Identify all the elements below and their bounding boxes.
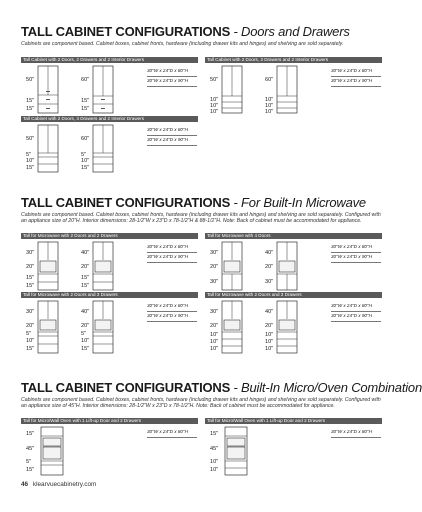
size-option: 30"W x 24"D x 80"H (331, 428, 381, 438)
size-list (331, 67, 381, 87)
cabinet-drawing (23, 426, 83, 482)
size-option: 30"W x 24"D x 90"H (331, 312, 381, 322)
dimension-label: 15" (81, 106, 90, 112)
dimension-label: 5" (81, 331, 87, 337)
dimension-label: 15" (26, 106, 35, 112)
cabinet-drawing (207, 300, 319, 358)
dimension-label: 15" (26, 467, 35, 473)
dimension-label: 15" (26, 165, 35, 171)
cabinet-figure (26, 66, 58, 113)
cabinet-figure (26, 242, 58, 290)
dimension-label: 30" (210, 250, 219, 256)
cabinet-figure (265, 301, 297, 353)
dimension-label: 10" (210, 332, 219, 338)
heading-subtitle: - Doors and Drawers (233, 24, 350, 39)
panel-title: Tall for Microwave with 4 Doors (205, 233, 382, 239)
dimension-label: 40" (265, 309, 274, 315)
panel-title: Tall for Micro/Wall Oven with 1 Lift-up Door and 2 Drawers (21, 418, 198, 424)
cabinet-figure (210, 66, 242, 115)
panel-title: Tall for Microwave with 2 Doors and 2 Drawers (21, 233, 198, 239)
size-list (331, 243, 381, 263)
size-option: 30"W x 24"D x 90"H (147, 253, 197, 263)
size-list (331, 302, 381, 322)
dimension-label: 10" (26, 338, 35, 344)
size-list (147, 67, 197, 87)
page-number: 46 (21, 481, 29, 488)
panel-title: Tall for Microwave with 2 Doors and 3 Drawers (21, 292, 198, 298)
dimension-label: 10" (210, 459, 219, 465)
size-option: 30"W x 24"D x 80"H (331, 67, 381, 77)
dimension-label: 60" (265, 77, 274, 83)
dimension-label: 15" (81, 98, 90, 104)
cabinet-drawing (23, 65, 135, 115)
size-option: 30"W x 24"D x 80"H (147, 126, 197, 136)
cabinet-drawing (207, 65, 319, 115)
section-heading-micro-oven (21, 380, 422, 395)
panel-title: Tall Cabinet with 2 Doors, 3 Drawers and 2 Interior Drawers (205, 57, 382, 63)
dimension-label: 40" (265, 250, 274, 256)
cabinet-drawing (207, 241, 319, 293)
dimension-label: 30" (265, 279, 274, 285)
dimension-label: 60" (81, 136, 90, 142)
dimension-label: 15" (26, 346, 35, 352)
dimension-label: 50" (26, 136, 35, 142)
dimension-label: 45" (26, 446, 35, 452)
section-heading-doors-drawers (21, 24, 350, 39)
dimension-label: 15" (26, 431, 35, 437)
dimension-label: 10" (265, 103, 274, 109)
size-option: 30"W x 24"D x 80"H (147, 243, 197, 253)
dimension-label: 10" (265, 109, 274, 115)
heading-title: TALL CABINET CONFIGURATIONS (21, 380, 231, 395)
cabinet-figure (210, 427, 247, 475)
heading-subtitle: - For Built-In Microwave (233, 195, 366, 210)
dimension-label: 5" (26, 152, 32, 158)
dimension-label: 10" (210, 346, 219, 352)
dimension-label: 10" (210, 103, 219, 109)
dimension-label: 15" (26, 275, 35, 281)
size-option: 30"W x 24"D x 80"H (147, 67, 197, 77)
dimension-label: 15" (81, 165, 90, 171)
dimension-label: 5" (26, 331, 32, 337)
dimension-label: 20" (210, 323, 219, 329)
dimension-label: 40" (81, 309, 90, 315)
heading-title: TALL CABINET CONFIGURATIONS (21, 195, 231, 210)
dimension-label: 20" (26, 264, 35, 270)
cabinet-drawing (23, 241, 135, 293)
dimension-label: 10" (265, 332, 274, 338)
cabinet-drawing (207, 426, 267, 482)
dimension-label: 20" (265, 323, 274, 329)
dimension-label: 10" (81, 158, 90, 164)
dimension-label: 15" (81, 346, 90, 352)
page-footer (21, 481, 96, 488)
size-option: 30"W x 24"D x 90"H (147, 312, 197, 322)
heading-title: TALL CABINET CONFIGURATIONS (21, 24, 231, 39)
cabinet-figure (210, 242, 242, 290)
section-intro: Cabinets are component based. Cabinet boxes, cabinet fronts, hardware (including drawer kits and hinges) and shelving are sold separately. (21, 41, 344, 47)
section-heading-microwave (21, 195, 366, 210)
dimension-label: 30" (26, 250, 35, 256)
cabinet-figure (81, 301, 113, 353)
dimension-label: 20" (26, 323, 35, 329)
dimension-label: 15" (26, 98, 35, 104)
cabinet-figure (81, 66, 113, 113)
dimension-label: 10" (26, 158, 35, 164)
size-option: 30"W x 24"D x 80"H (331, 302, 381, 312)
dimension-label: 10" (265, 97, 274, 103)
dimension-label: 30" (26, 309, 35, 315)
cabinet-figure (26, 427, 63, 475)
panel-title: Tall for Microwave with 2 Doors and 3 Drawers (205, 292, 382, 298)
dimension-label: 10" (210, 467, 219, 473)
dimension-label: 10" (210, 97, 219, 103)
website-link[interactable]: klearvuecabinetry.com (32, 481, 97, 488)
size-list (147, 428, 197, 438)
cabinet-figure (81, 125, 113, 172)
size-option: 30"W x 24"D x 80"H (331, 243, 381, 253)
dimension-label: 10" (265, 339, 274, 345)
panel-title: Tall Cabinet with 2 Doors, 3 Drawers and 2 Interior Drawers (21, 116, 198, 122)
dimension-label: 50" (210, 77, 219, 83)
dimension-label: 40" (81, 250, 90, 256)
dimension-label: 50" (26, 77, 35, 83)
dimension-label: 30" (210, 279, 219, 285)
size-list (331, 428, 381, 438)
dimension-label: 30" (210, 309, 219, 315)
cabinet-drawing (23, 124, 135, 174)
size-option: 30"W x 24"D x 80"H (147, 302, 197, 312)
size-list (147, 243, 197, 263)
cabinet-figure (26, 301, 58, 353)
dimension-label: 45" (210, 446, 219, 452)
dimension-label: 5" (81, 152, 87, 158)
dimension-label: 20" (210, 264, 219, 270)
dimension-label: 15" (26, 283, 35, 289)
dimension-label: 20" (81, 264, 90, 270)
dimension-label: 15" (81, 283, 90, 289)
section-intro: Cabinets are component based. Cabinet boxes, cabinet fronts, hardware (including drawer kits and hinges) and shelving are sold separately. Configured with an appliance size of 20"H. Interior dimensions: 28-1/2"W x 23"D x 78-1/2"H & 88-1/2"H. Note: Back of cabinet must be accommodated for appliance. (21, 212, 381, 225)
dimension-label: 10" (265, 346, 274, 352)
size-option: 30"W x 24"D x 90"H (331, 253, 381, 263)
cabinet-figure (265, 242, 297, 290)
size-list (147, 126, 197, 146)
dimension-label: 10" (81, 338, 90, 344)
heading-subtitle: - Built-In Micro/Oven Combination (233, 380, 422, 395)
dimension-label: 15" (210, 431, 219, 437)
dimension-label: 5" (26, 459, 32, 465)
size-option: 30"W x 24"D x 90"H (147, 136, 197, 146)
dimension-label: 20" (265, 264, 274, 270)
size-option: 30"W x 24"D x 90"H (331, 77, 381, 87)
cabinet-drawing (23, 300, 135, 358)
section-intro: Cabinets are component based. Cabinet boxes, cabinet fronts, hardware (including drawer kits and hinges) and shelving are sold separately. Configured with an appliance size of 45"H. Interior dimensions: 28-1/2"W x 23"D x 78-1/2"H. Note: Back of cabinet must be accommodated for appliance. (21, 397, 381, 410)
panel-title: Tall for Micro/Wall Oven with 1 Lift-up Door and 2 Drawers (205, 418, 382, 424)
size-option: 30"W x 24"D x 90"H (147, 77, 197, 87)
dimension-label: 15" (81, 275, 90, 281)
dimension-label: 10" (210, 109, 219, 115)
dimension-label: 20" (81, 323, 90, 329)
cabinet-figure (26, 125, 58, 172)
size-option: 30"W x 24"D x 80"H (147, 428, 197, 438)
dimension-label: 60" (81, 77, 90, 83)
cabinet-figure (210, 301, 242, 353)
cabinet-figure (81, 242, 113, 290)
cabinet-figure (265, 66, 297, 115)
panel-title: Tall Cabinet with 2 Doors, 2 Drawers and 2 Interior Drawers (21, 57, 198, 63)
dimension-label: 10" (210, 339, 219, 345)
size-list (147, 302, 197, 322)
